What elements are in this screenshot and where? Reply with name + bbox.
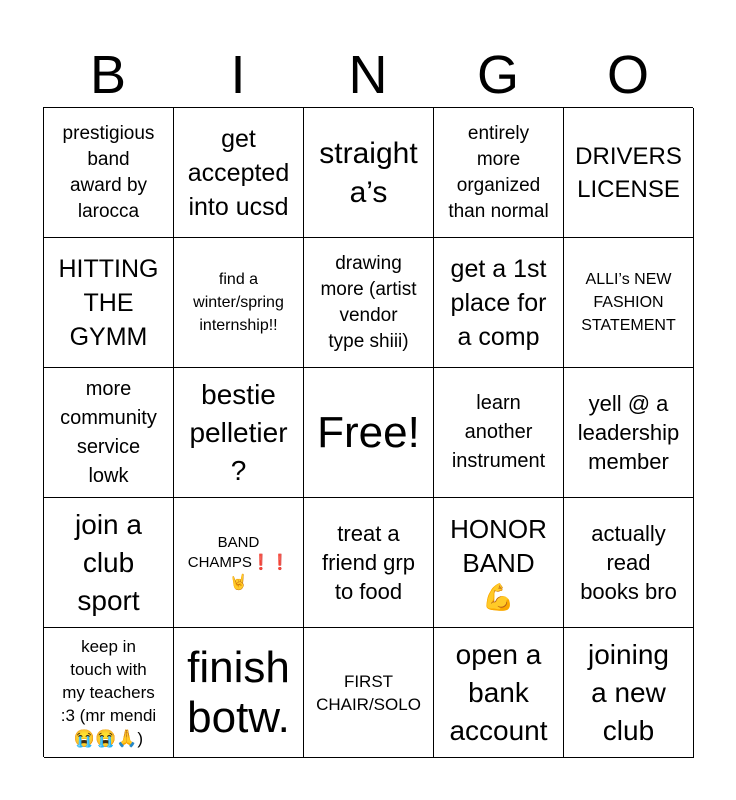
bingo-cell[interactable] xyxy=(564,238,694,368)
bingo-cell-text: open a bank account xyxy=(449,638,548,746)
bingo-cell-text: DRIVERS LICENSE xyxy=(575,142,682,203)
header-letter-o: O xyxy=(606,45,649,105)
bingo-cell-text: drawing more (artist vendor type shiii) xyxy=(320,252,417,352)
header-letter-g: G xyxy=(476,45,519,105)
bingo-header xyxy=(43,44,693,106)
bingo-cell-text: prestigious band award by larocca xyxy=(62,122,155,222)
bingo-cell-text: HONOR BAND 💪 xyxy=(450,513,547,612)
bingo-cell[interactable] xyxy=(174,628,304,758)
bingo-cell[interactable] xyxy=(44,238,174,368)
bingo-cell-text: learn another instrument xyxy=(451,392,546,472)
bingo-cell[interactable] xyxy=(434,238,564,368)
bingo-cell[interactable] xyxy=(434,498,564,628)
bingo-cell-text: yell @ a leadership member xyxy=(577,391,680,474)
bingo-cell-text: FIRST CHAIR/SOLO xyxy=(316,671,421,714)
bingo-cell-text: finish botw. xyxy=(187,642,290,742)
bingo-cell-text: actually read books bro xyxy=(580,521,677,604)
bingo-cell-text: keep in touch with my teachers :3 (mr mendi 😭😭🙏) xyxy=(60,637,157,748)
free-space[interactable] xyxy=(304,368,434,498)
bingo-cell[interactable] xyxy=(434,368,564,498)
bingo-cell-text: find a winter/spring internship!! xyxy=(193,271,284,334)
bingo-cell[interactable] xyxy=(564,368,694,498)
bingo-cell-text: treat a friend grp to food xyxy=(322,521,415,604)
bingo-cell-text: BAND CHAMPS❗❗ 🤘 xyxy=(187,533,290,591)
header-letter-n: N xyxy=(348,45,388,105)
bingo-cell-text: straight a’s xyxy=(319,136,418,209)
bingo-cell[interactable] xyxy=(434,628,564,758)
free-space-text: Free! xyxy=(317,407,420,457)
bingo-cell[interactable] xyxy=(44,498,174,628)
bingo-cell[interactable] xyxy=(44,628,174,758)
bingo-cell[interactable] xyxy=(44,368,174,498)
bingo-cell-text: more community service lowk xyxy=(60,377,157,487)
bingo-cell-text: join a club sport xyxy=(75,508,142,616)
bingo-cell[interactable] xyxy=(304,238,434,368)
bingo-cell[interactable] xyxy=(304,108,434,238)
bingo-cell-text: joining a new club xyxy=(588,638,669,746)
bingo-cell-text: HITTING THE GYMM xyxy=(58,254,159,351)
bingo-grid xyxy=(43,107,693,757)
bingo-cell[interactable] xyxy=(174,368,304,498)
bingo-cell[interactable] xyxy=(564,628,694,758)
header-letter-b: B xyxy=(89,45,127,105)
bingo-cell[interactable] xyxy=(174,498,304,628)
bingo-cell-text: bestie pelletier ? xyxy=(189,378,288,486)
bingo-cell[interactable] xyxy=(434,108,564,238)
bingo-cell[interactable] xyxy=(174,108,304,238)
bingo-cell[interactable] xyxy=(304,498,434,628)
bingo-cell-text: ALLI’s NEW FASHION STATEMENT xyxy=(581,271,676,334)
bingo-cell-text: get accepted into ucsd xyxy=(187,124,290,221)
bingo-cell-text: entirely more organized than normal xyxy=(448,122,549,222)
bingo-cell[interactable] xyxy=(564,498,694,628)
bingo-cell[interactable] xyxy=(174,238,304,368)
header-letter-i: I xyxy=(230,45,246,105)
bingo-cell[interactable] xyxy=(564,108,694,238)
bingo-cell[interactable] xyxy=(304,628,434,758)
bingo-cell[interactable] xyxy=(44,108,174,238)
bingo-cell-text: get a 1st place for a comp xyxy=(450,254,547,351)
